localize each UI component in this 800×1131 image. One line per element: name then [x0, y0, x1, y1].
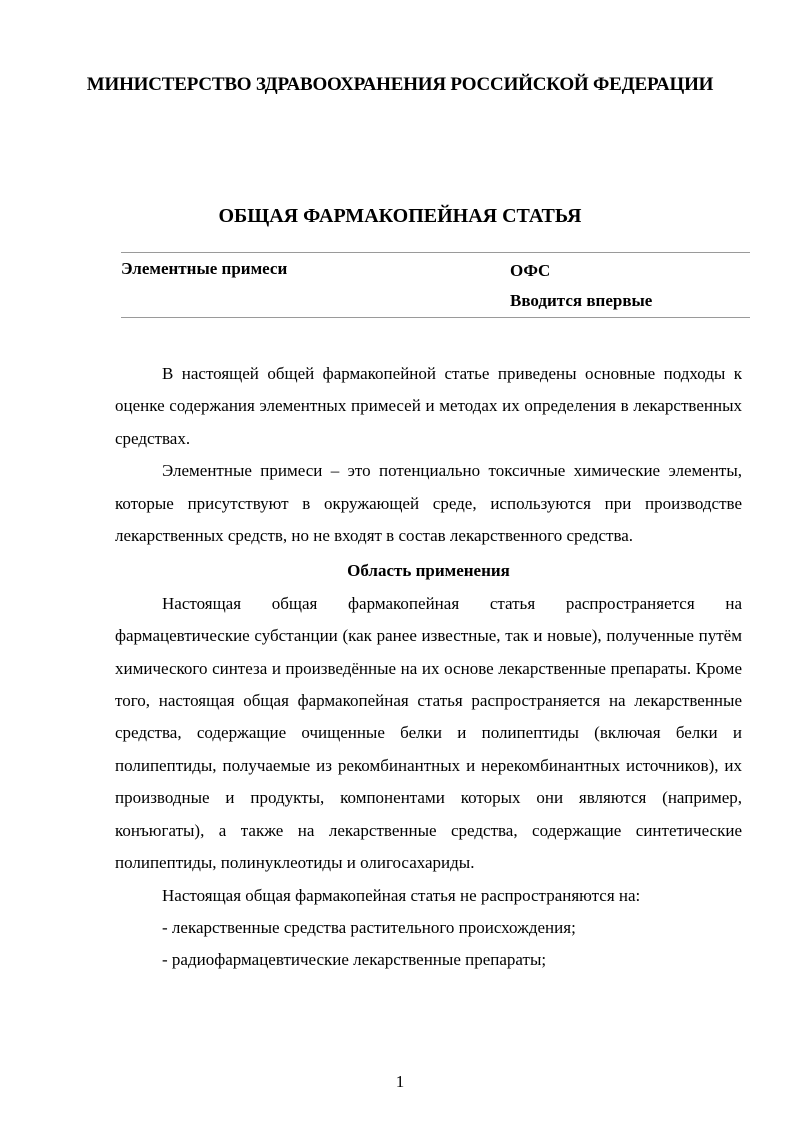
list-item: - лекарственные средства растительного происхождения; — [162, 917, 576, 937]
paragraph-scope-2: Настоящая общая фармакопейная статья не распространяются на: — [162, 885, 641, 905]
document-type-title: ОБЩАЯ ФАРМАКОПЕЙНАЯ СТАТЬЯ — [218, 205, 582, 227]
top-divider — [121, 252, 750, 253]
section-heading-scope: Область применения — [347, 561, 510, 581]
document-body — [115, 358, 742, 977]
paragraph-intro-1: В настоящей общей фармакопейной статье приведены основные подходы к оценке содержания элементных примесей и методах их определения в лекарственных средствах. — [115, 364, 742, 448]
article-code: ОФС — [510, 261, 551, 280]
article-meta — [510, 256, 652, 316]
bottom-divider — [121, 317, 750, 318]
paragraph-intro-2: Элементные примеси – это потенциально токсичные химические элементы, которые присутствуют в окружающей среде, используются при производстве лекарственных средств, но не входят в состав лекарственного средства. — [115, 461, 742, 546]
list-item: - радиофармацевтические лекарственные препараты; — [162, 950, 547, 970]
article-status: Вводится впервые — [510, 291, 653, 310]
paragraph-scope-1: Настоящая общая фармакопейная статья распространяется на фармацевтические субстанции (как ранее известные, так и новые), полученные путём химического синтеза и произведённые на их основе лекарственные препараты. Кроме того, настоящая общая фармакопейная статья распространяется на лекарственные средства, содержащие очищенные белки и полипептиды (включая белки и полипептиды, получаемые из рекомбинантных и нерекомбинантных источников), их производные и продукты, компонентами которых они являются (например, конъюгаты), а также на лекарственные средства, содержащие синтетические полипептиды, полинуклеотиды и олигосахариды. — [115, 593, 742, 873]
page-number: 1 — [395, 1072, 405, 1091]
article-title: Элементные примеси — [121, 259, 288, 278]
ministry-header: МИНИСТЕРСТВО ЗДРАВООХРАНЕНИЯ РОССИЙСКОЙ ФЕДЕРАЦИИ — [86, 74, 714, 95]
